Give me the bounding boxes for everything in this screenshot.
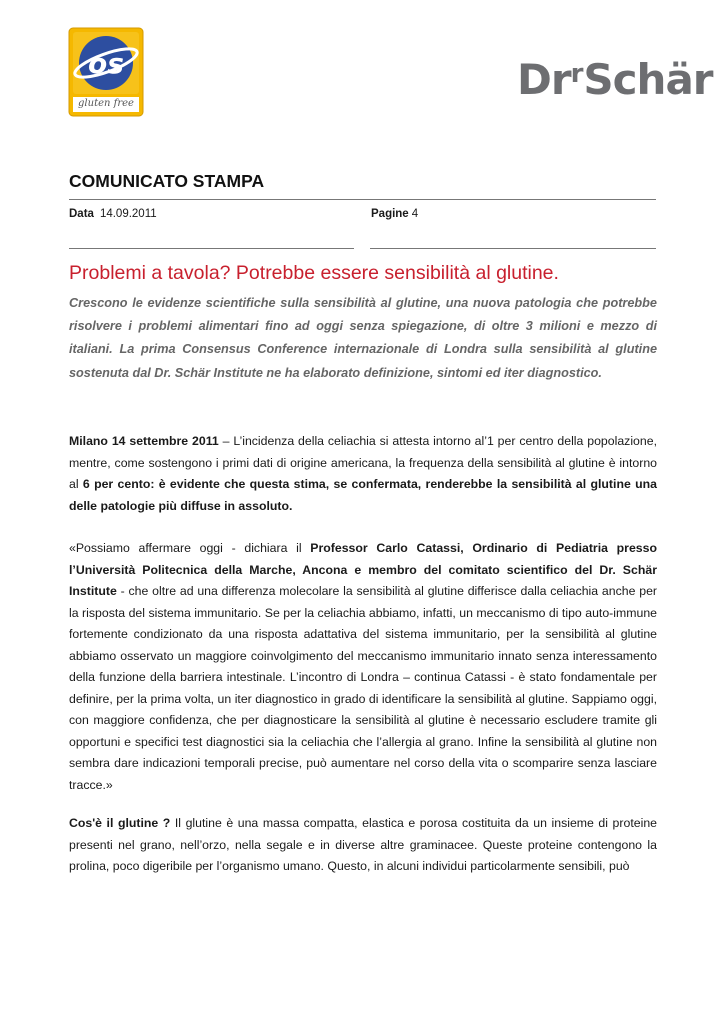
gluten-free-label: gluten free: [78, 98, 134, 109]
page-label: Pagine: [371, 208, 409, 220]
date-field: [69, 208, 157, 220]
page-value: 4: [411, 208, 419, 220]
page-field: [371, 208, 418, 220]
title-rule: [69, 199, 656, 200]
dateline: Milano 14 settembre 2011: [69, 434, 219, 448]
svg-text:os: os: [88, 47, 124, 80]
body-paragraph-2: «Possiamo affermare oggi - dichiara il Professor Carlo Catassi, Ordinario di Pediatria presso l’Università Politecnica della Marche, Ancona e membro del comitato scientifico del Dr. Schär Institute - che oltre ad una differenza molecolare la sensibilità al glutine differisce dalla celiachia anche per la risposta del sistema immunitario. Se per la celiachia abbiamo, infatti, un meccanismo di tipo auto-immune fortemente condizionato da una risposta adattativa del sistema immunitario, per la sensibilità al glutine abbiamo osservato un maggiore coinvolgimento del meccanismo immunitario innato senza interessamento della funzione della barriera intestinale. L’incontro di Londra – continua Catassi - è stato fondamentale per definire, per la prima volta, un iter diagnostico in grado di identificare la sensibilità al glutine. Sappiamo oggi, con maggiore confidenza, che per diagnosticare la sensibilità al glutine è necessario escludere tramite gli opportuni e specifici test diagnostici sia la celiachia che l’allergia al grano. Infine la sensibilità al glutine non sembra dare indicazioni temporali precise, può aumentare nel corso della vita o scomparire senza lasciare tracce.»: [69, 541, 657, 792]
brand-name: Schär: [583, 55, 713, 104]
headline: Problemi a tavola? Potrebbe essere sensibilità al glutine.: [69, 262, 559, 284]
date-label: Data: [69, 208, 94, 220]
page-underline: [370, 248, 656, 249]
date-value: 14.09.2011: [99, 208, 157, 220]
body-paragraph-3: Cos'è il glutine ? Il glutine è una massa compatta, elastica e porosa costituita da un insieme di proteine presenti nel grano, nell’orzo, nella segale e in diverse altre graminacee. Queste proteine contengono la prolina, poco digeribile per l’organismo umano. Questo, in alcuni individui particolarmente sensibili, può: [69, 816, 657, 873]
brand-prefix: Dr: [517, 55, 571, 104]
document-title: COMUNICATO STAMPA: [69, 171, 265, 191]
dr-schar-logo: Dr$^r$Schär: [517, 55, 713, 104]
body-paragraph-1: Milano 14 settembre 2011 – L’incidenza della celiachia si attesta intorno al’1 per centro della popolazione, mentre, come sostengono i primi dati di origine americana, la frequenza della sensibilità al glutine è intorno al 6 per cento: è evidente che questa stima, se confermata, renderebbe la sensibilità al glutine una delle patologie più diffuse in assoluto.: [69, 434, 657, 513]
date-underline: [69, 248, 354, 249]
lead-paragraph: Crescono le evidenze scientifiche sulla sensibilità al glutine, una nuova patologia che potrebbe risolvere i problemi alimentari fino ad oggi senza spiegazione, di oltre 3 milioni e mezzo di italiani. La prima Consensus Conference internazionale di Londra sulla sensibilità al glutine sostenuta dal Dr. Schär Institute ne ha elaborato definizione, sintomi ed iter diagnostico.: [69, 296, 657, 380]
gluten-free-logo: [68, 27, 144, 117]
